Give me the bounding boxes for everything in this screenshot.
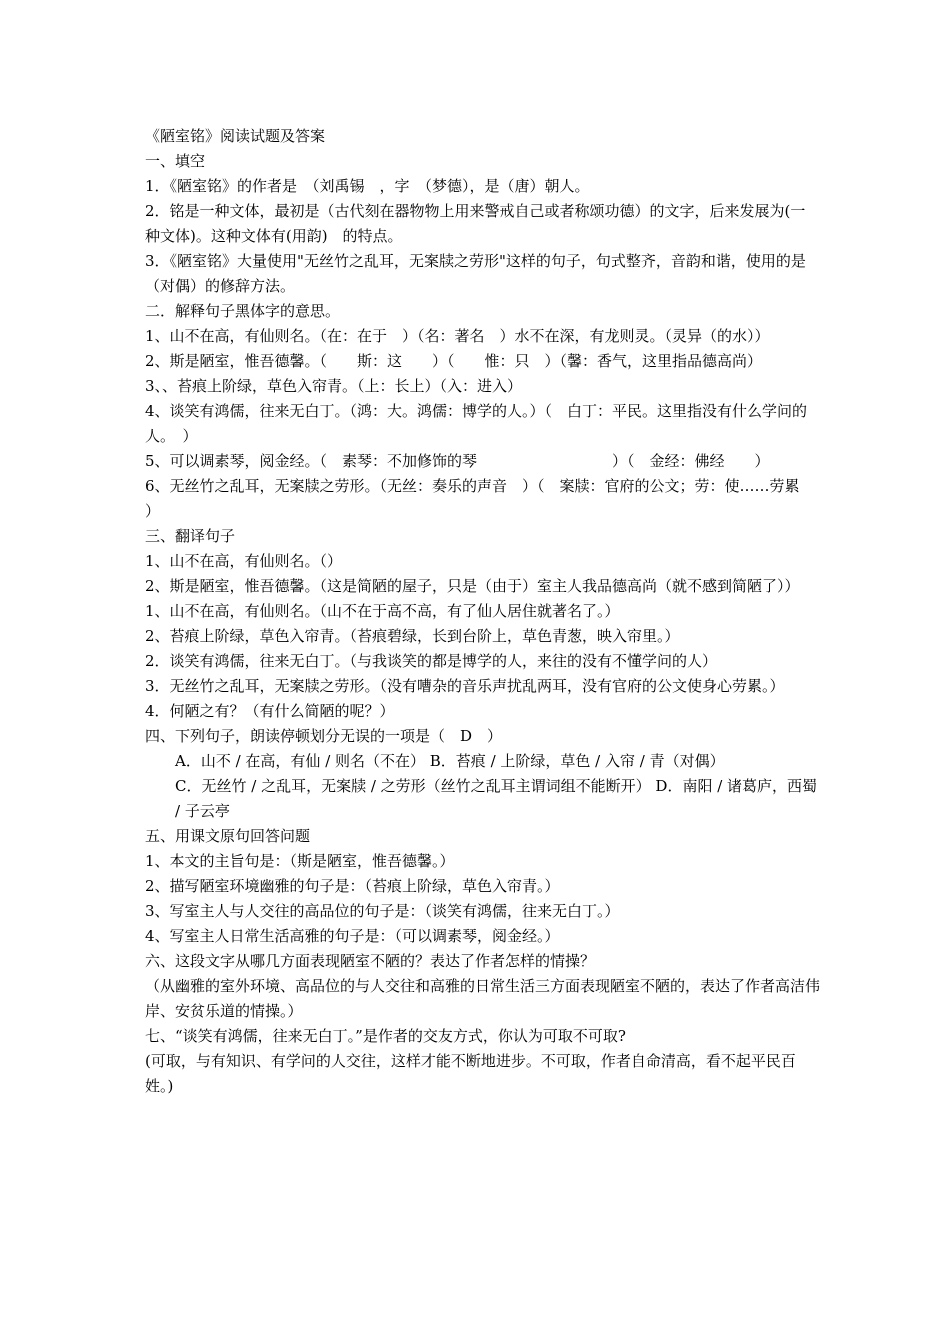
question-line: 1、本文的主旨句是：（斯是陋室，惟吾德馨。） — [145, 852, 455, 870]
question-line: 3、写室主人与人交往的高品位的句子是：（谈笑有鸿儒，往来无白丁。） — [145, 902, 620, 920]
answer-line: （从幽雅的室外环境、高品位的与人交往和高雅的日常生活三方面表现陋室不陋的，表达了作者高洁伟岸、安贫乐道的情操。） — [145, 977, 821, 1020]
section-heading-seven: 七、“谈笑有鸿儒，往来无白丁。”是作者的交友方式，你认为可取不可取? — [145, 1027, 626, 1045]
question-line: 2、斯是陋室，惟吾德馨。（这是简陋的屋子，只是（由于）室主人我品德高尚（就不感到简陋了）） — [145, 577, 800, 595]
section-heading-quote: 五、用课文原句回答问题 — [145, 827, 311, 845]
section-heading-fill-blank: 一、填空 — [145, 152, 206, 170]
question-line: 4、谈笑有鸿儒，往来无白丁。（鸿：大。鸿儒：博学的人。）（ 白丁：平民。这里指没有什么学问的人。 ） — [145, 402, 808, 445]
question-line: 1、山不在高，有仙则名。（山不在于高不高，有了仙人居住就著名了。） — [145, 602, 620, 620]
question-line: 3．无丝竹之乱耳，无案牍之劳形。（没有嘈杂的音乐声扰乱两耳，没有官府的公文使身心劳累。） — [145, 677, 785, 695]
section-heading-six: 六、这段文字从哪几方面表现陋室不陋的？表达了作者怎样的情操？ — [145, 952, 596, 970]
section-heading-translate: 三、翻译句子 — [145, 527, 236, 545]
question-line: 1、山不在高，有仙则名。（） — [145, 552, 343, 570]
question-line: 1、山不在高，有仙则名。（在：在于 ）（名：著名 ）水不在深，有龙则灵。（灵异（的水）） — [145, 327, 770, 345]
option-line: C．无丝竹 / 之乱耳，无案牍 / 之劳形（丝竹之乱耳主谓词组不能断开） D．南阳 / 诸葛庐，西蜀 / 子云亭 — [175, 777, 822, 820]
question-line: 4．何陋之有？（有什么简陋的呢？） — [145, 702, 395, 720]
document-page — [145, 124, 830, 1099]
question-line: 4、写室主人日常生活高雅的句子是：（可以调素琴，阅金经。） — [145, 927, 560, 945]
question-line: 2．谈笑有鸿儒，往来无白丁。（与我谈笑的都是博学的人，来往的没有不懂学问的人） — [145, 652, 718, 670]
question-line: 3、、苔痕上阶绿，草色入帘青。（上：长上）（入：进入） — [145, 377, 523, 395]
question-line: 1．《陋室铭》的作者是 （刘禹锡 ，字 （梦德），是（唐）朝人。 — [145, 177, 590, 195]
question-line: 3．《陋室铭》大量使用"无丝竹之乱耳，无案牍之劳形"这样的句子，句式整齐，音韵和谐，使用的是（对偶）的修辞方法。 — [145, 252, 806, 295]
section-heading-pause: 四、下列句子，朗读停顿划分无误的一项是（ D ） — [145, 727, 503, 745]
answer-line: (可取，与有知识、有学问的人交往，这样才能不断地进步。不可取，作者自命清高，看不起平民百姓。) — [145, 1052, 796, 1095]
section-heading-explain: 二．解释句子黑体字的意思。 — [145, 302, 341, 320]
question-line: 2、苔痕上阶绿，草色入帘青。（苔痕碧绿，长到台阶上，草色青葱，映入帘里。） — [145, 627, 680, 645]
question-line: 2、描写陋室环境幽雅的句子是：（苔痕上阶绿，草色入帘青。） — [145, 877, 560, 895]
question-line: 2．铭是一种文体，最初是（古代刻在器物物上用来警戒自己或者称颂功德）的文字，后来发展为(一种文体)。这种文体有(用韵) 的特点。 — [145, 202, 806, 245]
document-title: 《陋室铭》阅读试题及答案 — [145, 127, 326, 145]
question-line: 2、斯是陋室，惟吾德馨。（ 斯：这 ）（ 惟：只 ）（馨：香气，这里指品德高尚） — [145, 352, 763, 370]
question-line: 6、无丝竹之乱耳，无案牍之劳形。（无丝：奏乐的声音 ）（ 案牍：官府的公文；劳：使……劳累 ） — [145, 477, 830, 520]
option-line: A．山不 / 在高，有仙 / 则名（不在） B．苔痕 / 上阶绿，草色 / 入帘 / 青（对偶） — [175, 752, 725, 770]
question-line: 5、可以调素琴，阅金经。（ 素琴：不加修饰的琴 ）（ 金经：佛经 ） — [145, 452, 770, 470]
